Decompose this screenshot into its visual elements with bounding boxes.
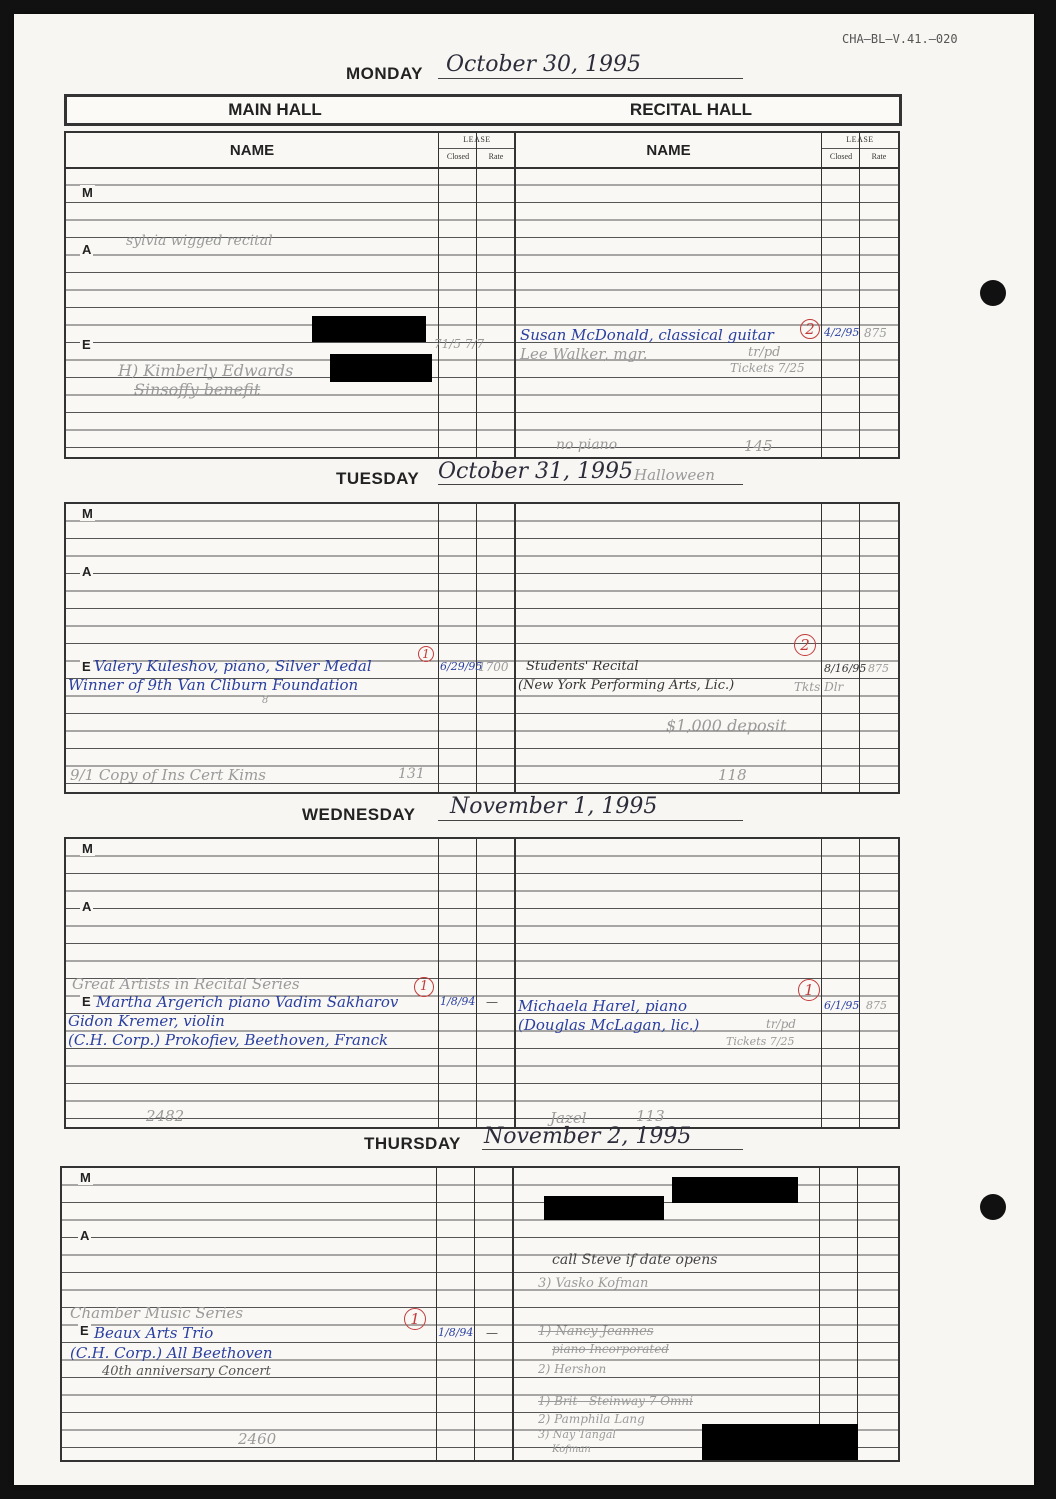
main-hall-booking: 40th anniversary Concert [102,1364,271,1379]
recital-note: 3) Nay Tangal [538,1428,616,1441]
redaction-box [672,1177,798,1203]
thursday-grid [60,1166,900,1462]
slot-evening: E [80,1323,89,1338]
slot-afternoon: A [82,564,92,579]
hold-number-circle: 1 [798,979,820,1001]
hold-number-circle: 2 [794,634,816,656]
lease-rate: 875 [868,662,889,675]
main-hall-title: MAIN HALL [228,100,322,119]
slot-morning: M [80,1170,91,1185]
day-name: MONDAY [346,64,423,83]
lease-column-header: LEASE Closed Rate [822,133,898,169]
attendance-count: 113 [636,1107,665,1125]
lease-rate: 1700 [478,660,509,674]
day-date: October 31, 1995 [438,459,634,484]
attendance-count: 118 [718,766,747,784]
series-note: Great Artists in Recital Series [72,975,300,993]
pencil-note: Jazel [550,1109,587,1127]
main-hall-booking: Valery Kuleshov, piano, Silver Medal [94,657,372,675]
main-hall-booking: H) Kimberly Edwards [118,361,294,380]
slot-morning: M [82,185,93,200]
reference-code: CHA—BL—V.41.—020 [842,32,958,46]
pencil-note: Tickets 7/25 [730,361,805,375]
slot-morning: M [82,841,93,856]
pencil-note: tr/pd [748,345,781,360]
binder-hole [980,1194,1006,1220]
recital-hall-booking: Lee Walker, mgr. [520,345,648,363]
lease-rate: — [486,1326,498,1340]
redaction-box [330,354,432,382]
attendance-count: 2460 [238,1430,277,1448]
lease-closed-date: 6/29/95 [440,660,483,673]
day-date: October 30, 1995 [446,52,642,77]
day-name: THURSDAY [364,1134,461,1153]
lease-rate: 875 [866,999,887,1012]
recital-note: 3) Vasko Kofman [538,1276,649,1291]
pencil-note: 8 [262,695,269,706]
redaction-box [312,316,426,342]
main-hall-booking: Beaux Arts Trio [94,1324,214,1342]
pencil-note: 71/5 7/7 [434,337,485,351]
day-name: TUESDAY [336,469,420,488]
slot-evening: E [82,994,91,1009]
pencil-note: Tkts Dlr [794,680,844,694]
lease-closed-date: 1/8/94 [438,1326,474,1339]
main-hall-booking: (C.H. Corp.) All Beethoven [70,1344,273,1362]
pencil-note: 9/1 Copy of Ins Cert Kims [70,766,266,784]
lease-closed-date: 1/8/94 [440,995,476,1008]
recital-hall-title: RECITAL HALL [629,100,753,119]
attendance-count: 145 [744,437,773,455]
lease-closed-date: 4/2/95 [824,326,860,339]
main-hall-booking: Martha Argerich piano Vadim Sakharov [96,993,399,1011]
hold-number-circle: 1 [418,646,434,662]
slot-evening: E [82,659,91,674]
lease-rate: — [486,995,498,1009]
recital-note: 1) Brit - Steinway 7 Omni [538,1394,693,1408]
recital-note: Kofman [552,1444,591,1455]
main-hall-booking: Gidon Kremer, violin [68,1012,225,1030]
tuesday-grid [64,502,900,794]
slot-afternoon: A [80,1228,90,1243]
date-note: Halloween [634,466,715,484]
day-date: November 2, 1995 [484,1124,692,1149]
hold-number-circle: 1 [414,977,434,997]
recital-hall-booking: (Douglas McLagan, lic.) [518,1016,700,1034]
main-hall-booking: Sinsoffy benefit [134,380,261,399]
slot-afternoon: A [82,899,92,914]
lease-rate: 875 [864,326,887,340]
recital-note: piano Incorporated [552,1342,669,1356]
pencil-note: no piano [556,437,618,453]
wednesday-grid [64,837,900,1129]
recital-hall-booking: Michaela Harel, piano [518,997,687,1015]
main-hall-booking: (C.H. Corp.) Prokofiev, Beethoven, Franck [68,1031,389,1049]
recital-note: 1) Nancy Jeannes [538,1324,654,1339]
lease-column-header: LEASE Closed Rate [439,133,515,169]
day-date: November 1, 1995 [450,794,658,819]
redaction-box [702,1424,858,1460]
deposit-note: $1,000 deposit [666,716,787,735]
redaction-box [544,1196,664,1220]
recital-hall-booking: (New York Performing Arts, Lic.) [518,678,735,693]
schedule-sheet [14,14,1034,1485]
name-column-header: NAME [516,133,821,169]
pencil-note: Tickets 7/25 [726,1035,795,1048]
recital-note: call Steve if date opens [552,1252,718,1268]
recital-note: 2) Pamphila Lang [538,1412,645,1426]
pencil-note: sylvia wigged recital [126,233,273,249]
hold-number-circle: 2 [800,319,820,339]
pencil-note: tr/pd [766,1017,796,1031]
slot-morning: M [82,506,93,521]
series-note: Chamber Music Series [70,1304,244,1322]
lease-closed-date: 8/16/95 [824,662,867,675]
day-name: WEDNESDAY [302,805,416,824]
hall-header [64,94,902,126]
lease-closed-date: 6/1/95 [824,999,860,1012]
recital-hall-booking: Susan McDonald, classical guitar [520,326,774,344]
binder-hole [980,280,1006,306]
name-column-header: NAME [66,133,438,169]
monday-grid [64,131,900,459]
slot-afternoon: A [82,242,92,257]
attendance-count: 131 [398,766,425,782]
recital-hall-booking: Students' Recital [526,659,639,674]
hold-number-circle: 1 [404,1308,426,1330]
main-hall-booking: Winner of 9th Van Cliburn Foundation [68,676,359,694]
slot-evening: E [82,337,91,352]
recital-note: 2) Hershon [538,1362,607,1376]
attendance-count: 2482 [146,1107,185,1125]
